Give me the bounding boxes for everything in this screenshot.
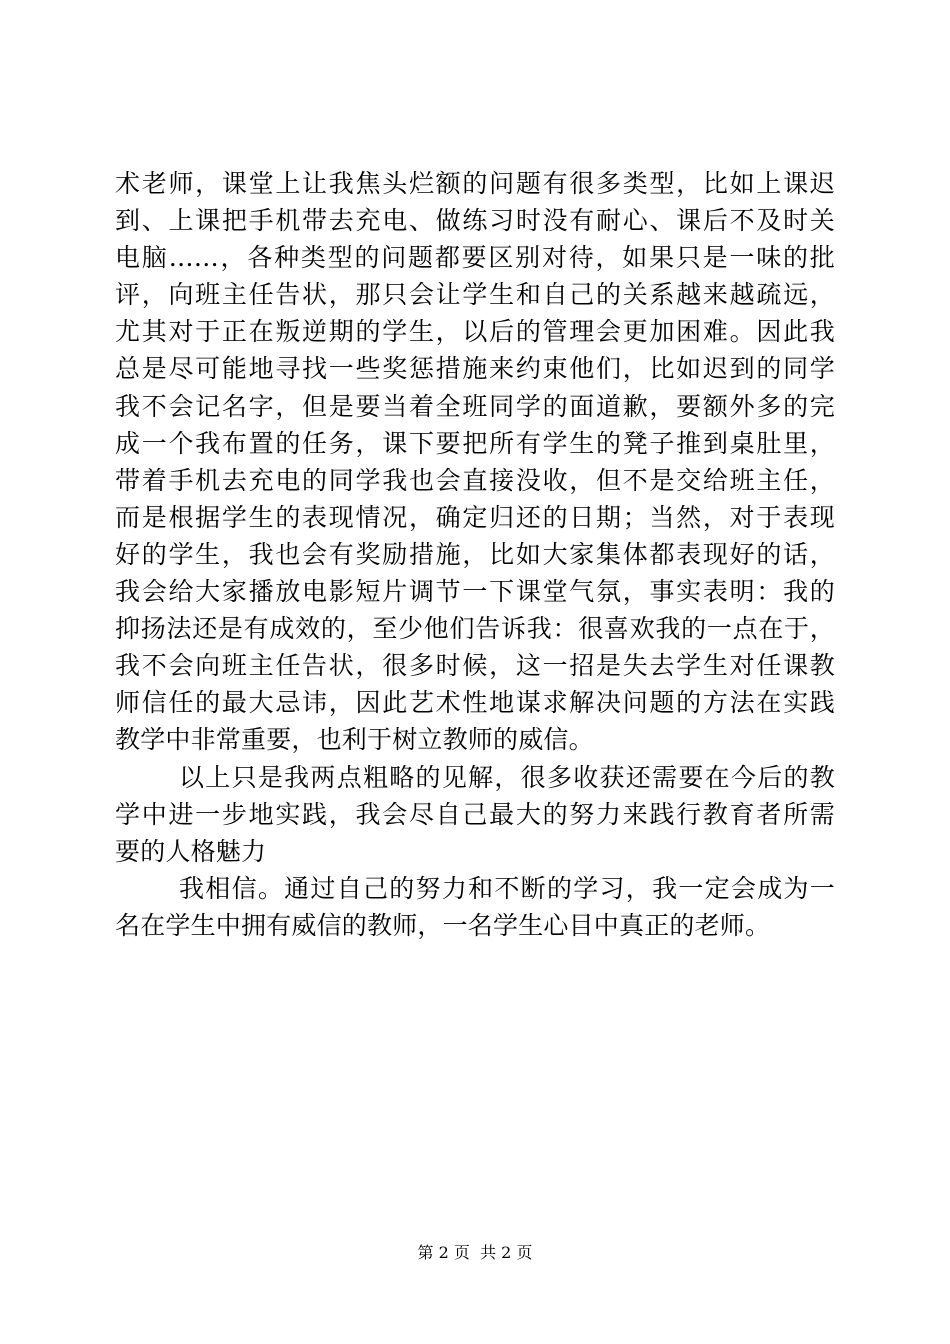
text-line: 电脑……，各种类型的问题都要区别对待，如果只是一味的批 xyxy=(115,243,835,273)
page-number-label: 第 2 页 共 2 页 xyxy=(417,1243,533,1262)
document-body xyxy=(115,165,835,944)
text-line: 总是尽可能地寻找一些奖惩措施来约束他们，比如迟到的同学 xyxy=(115,354,835,384)
text-line: 抑扬法还是有成效的，至少他们告诉我：很喜欢我的一点在于， xyxy=(115,614,835,644)
text-line: 我不会记名字，但是要当着全班同学的面道歉，要额外多的完 xyxy=(115,391,835,421)
text-line: 术老师，课堂上让我焦头烂额的问题有很多类型，比如上课迟 xyxy=(115,169,835,198)
text-line: 我会给大家播放电影短片调节一下课堂气氛，事实表明：我的 xyxy=(115,577,835,607)
text-line: 要的人格魅力 xyxy=(115,836,267,866)
text-line: 学中进一步地实践，我会尽自己最大的努力来践行教育者所需 xyxy=(115,799,835,829)
text-line: 教学中非常重要，也利于树立教师的威信。 xyxy=(115,725,594,755)
text-line: 好的学生，我也会有奖励措施，比如大家集体都表现好的话， xyxy=(115,539,835,569)
text-line: 师信任的最大忌讳，因此艺术性地谋求解决问题的方法在实践 xyxy=(115,688,835,718)
text-line: 成一个我布置的任务，课下要把所有学生的凳子推到桌肚里， xyxy=(115,428,835,458)
text-line: 评，向班主任告状，那只会让学生和自己的关系越来越疏远， xyxy=(115,280,835,310)
text-line: 以上只是我两点粗略的见解，很多收获还需要在今后的教 xyxy=(179,762,835,792)
text-line: 到、上课把手机带去充电、做练习时没有耐心、课后不及时关 xyxy=(115,206,835,236)
page-footer xyxy=(0,1241,950,1265)
text-line: 名在学生中拥有威信的教师，一名学生心目中真正的老师。 xyxy=(115,910,771,940)
text-line: 我相信。通过自己的努力和不断的学习，我一定会成为一 xyxy=(179,873,835,903)
text-line: 而是根据学生的表现情况，确定归还的日期；当然，对于表现 xyxy=(115,502,835,532)
text-line: 尤其对于正在叛逆期的学生，以后的管理会更加困难。因此我 xyxy=(115,317,835,347)
text-line: 我不会向班主任告状，很多时候，这一招是失去学生对任课教 xyxy=(115,651,835,681)
text-line: 带着手机去充电的同学我也会直接没收，但不是交给班主任， xyxy=(115,465,835,495)
